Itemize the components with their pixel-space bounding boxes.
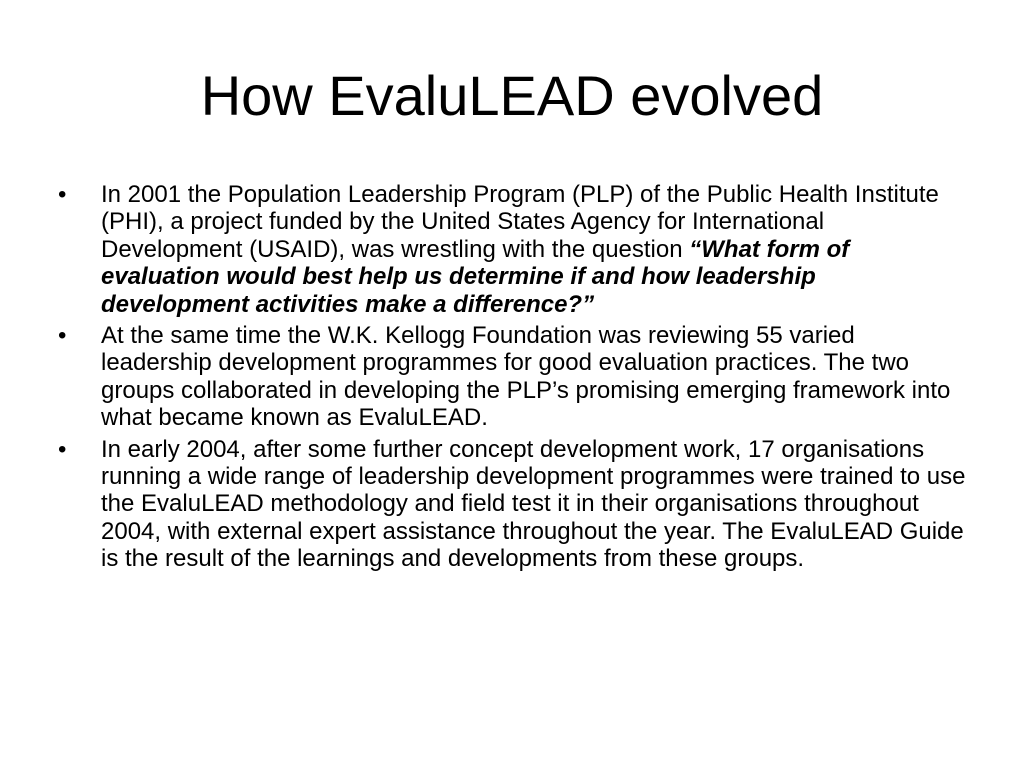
bullet-text: In 2001 the Population Leadership Program (PLP) of the Public Health Institute (PHI), a project funded by the United States Agency for International Development (USAID), was wrestling with the question [101, 181, 939, 263]
bullet-list [58, 181, 970, 577]
bullet-item-field-test [58, 436, 970, 573]
bullet-item-plp-question [58, 181, 970, 318]
bullet-emphasis-question: “What form of evaluation would best help us determine if and how leadership development activities make a difference?” [101, 235, 850, 318]
slide-title: How EvaluLEAD evolved [200, 64, 824, 127]
bullet-item-kellogg [58, 322, 970, 432]
bullet-icon: • [58, 322, 67, 350]
bullet-text: At the same time the W.K. Kellogg Foundation was reviewing 55 varied leadership development programmes for good evaluation practices. The two groups collaborated in developing the PLP’s promising emerging framework into what became known as EvaluLEAD. [101, 322, 951, 432]
bullet-icon: • [58, 435, 67, 463]
bullet-icon: • [58, 181, 67, 208]
bullet-text: In early 2004, after some further concept development work, 17 organisations running a wide range of leadership development programmes were trained to use the EvaluLEAD methodology and field test it in their organisations throughout 2004, with external expert assistance throughout the year. The EvaluLEAD Guide is the result of the learnings and developments from these groups. [101, 435, 966, 573]
